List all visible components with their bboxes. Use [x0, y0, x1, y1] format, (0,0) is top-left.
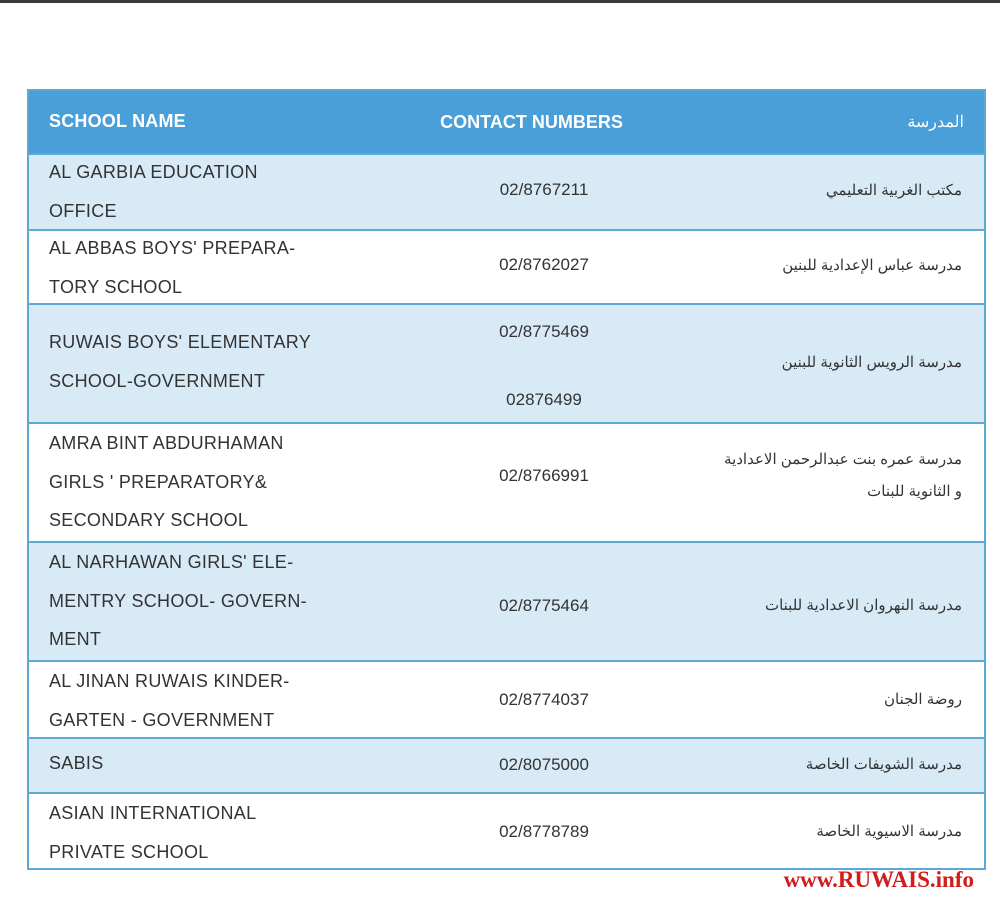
header-contact-numbers: CONTACT NUMBERS — [440, 112, 623, 132]
table-row — [29, 229, 984, 303]
school-name-line: RUWAIS BOYS' ELEMENTARY — [49, 332, 312, 352]
school-name-line: GARTEN - GOVERNMENT — [49, 709, 275, 730]
arabic-name-line: مدرسة الرويس الثانوية للبنين — [781, 354, 962, 371]
contact-number: 02/8774037 — [499, 690, 589, 709]
arabic-name-line: مدرسة النهروان الاعدادية للبنات — [764, 597, 962, 614]
school-name-line: PRIVATE SCHOOL — [49, 841, 209, 862]
school-name-line: TORY SCHOOL — [49, 276, 183, 297]
arabic-name-line: مدرسة الاسيوية الخاصة — [816, 823, 962, 840]
school-name-line: ASIAN INTERNATIONAL — [49, 803, 257, 823]
school-name-cell — [49, 424, 369, 540]
arabic-name-cell — [662, 347, 962, 379]
arabic-name-line: مدرسة الشويفات الخاصة — [805, 756, 962, 773]
school-name-line: AL GARBIA EDUCATION — [49, 162, 258, 182]
table-row — [29, 153, 984, 229]
arabic-name-line: روضة الجنان — [884, 691, 962, 708]
website-watermark: www.RUWAIS.info — [783, 867, 974, 892]
arabic-name-cell — [662, 444, 962, 508]
contact-number: 02/8766991 — [499, 466, 589, 485]
table-row — [29, 792, 984, 868]
table-row — [29, 541, 984, 660]
header-school-name: SCHOOL NAME — [49, 111, 186, 131]
table-header — [29, 91, 984, 153]
contact-number: 02/8775464 — [499, 596, 589, 615]
table-row — [29, 422, 984, 541]
arabic-name-line: و الثانوية للبنات — [867, 483, 962, 500]
contact-number: 02/8075000 — [499, 755, 589, 774]
school-name-line: MENT — [49, 629, 102, 649]
school-name-line: OFFICE — [49, 200, 117, 221]
arabic-name-line: مدرسة عباس الإعدادية للبنين — [782, 257, 962, 274]
contact-number: 02/8775469 — [499, 322, 589, 341]
school-name-line: MENTRY SCHOOL- GOVERN- — [49, 590, 307, 611]
school-name-line: GIRLS ' PREPARATORY& — [49, 471, 268, 492]
top-rule — [0, 0, 1000, 3]
arabic-name-cell — [662, 175, 962, 207]
arabic-name-cell — [662, 749, 962, 781]
contact-number: 02/8762027 — [499, 255, 589, 274]
school-name-line: AL NARHAWAN GIRLS' ELE- — [49, 552, 294, 572]
school-name-line: SECONDARY SCHOOL — [49, 510, 249, 530]
arabic-name-cell — [662, 816, 962, 848]
school-name-line: SABIS — [49, 753, 104, 773]
schools-contact-table — [27, 89, 986, 870]
school-name-cell — [49, 323, 369, 400]
contact-number: 02/8767211 — [499, 180, 589, 199]
school-name-cell — [49, 229, 369, 306]
header-school-arabic: المدرسة — [907, 114, 964, 131]
school-name-cell — [49, 543, 369, 659]
school-name-line: AMRA BINT ABDURHAMAN — [49, 433, 284, 453]
table-row — [29, 660, 984, 737]
school-name-cell — [49, 153, 369, 230]
contact-number: 02/8778789 — [499, 822, 589, 841]
arabic-name-line: مكتب الغربية التعليمي — [825, 182, 962, 199]
arabic-name-cell — [662, 684, 962, 716]
arabic-name-line: مدرسة عمره بنت عبدالرحمن الاعدادية — [724, 451, 962, 468]
arabic-name-cell — [662, 590, 962, 622]
school-name-cell — [49, 662, 369, 739]
school-name-cell — [49, 744, 369, 783]
table-row — [29, 303, 984, 422]
school-name-line: SCHOOL-GOVERNMENT — [49, 370, 266, 391]
arabic-name-cell — [662, 250, 962, 282]
contact-number: 02876499 — [506, 390, 582, 409]
table-row — [29, 737, 984, 792]
school-name-line: AL ABBAS BOYS' PREPARA- — [49, 238, 296, 258]
school-name-cell — [49, 794, 369, 871]
school-name-line: AL JINAN RUWAIS KINDER- — [49, 671, 290, 691]
